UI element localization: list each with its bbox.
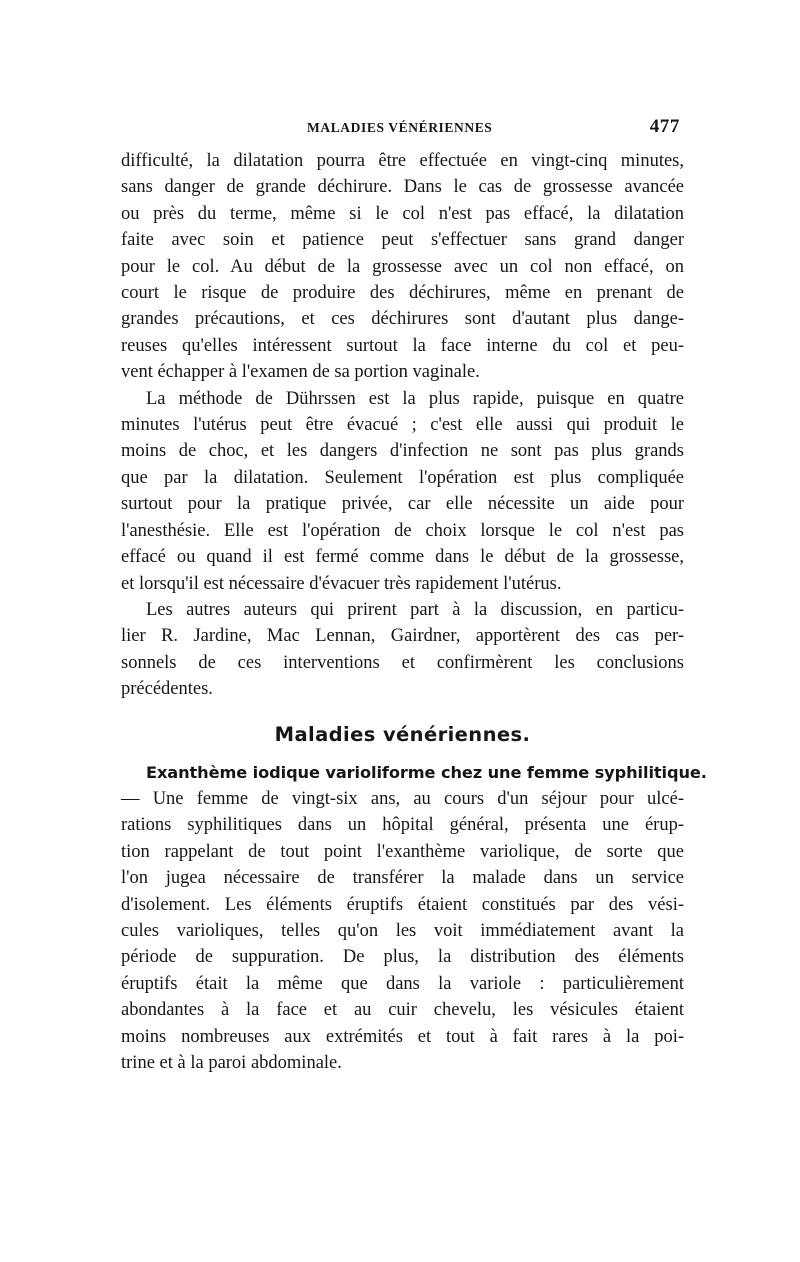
text-line: vent échapper à l'examen de sa portion vaginale. (121, 362, 480, 383)
text-line: l'on jugea nécessaire de transférer la malade dans un service (121, 868, 684, 889)
text-line: éruptifs était la même que dans la variole : particulièrement (121, 973, 684, 994)
text-line: sans danger de grande déchirure. Dans le cas de grossesse avancée (121, 177, 684, 198)
text-line: l'anesthésie. Elle est l'opération de choix lorsque le col n'est pas (121, 520, 684, 541)
text-line: trine et à la paroi abdominale. (121, 1053, 342, 1073)
paragraph-dilatation (121, 148, 684, 386)
text-line: grandes précautions, et ces déchirures sont d'autant plus dange- (121, 309, 684, 330)
text-line: ou près du terme, même si le col n'est pas effacé, la dilatation (121, 203, 684, 224)
running-head (121, 116, 684, 142)
book-page (121, 116, 707, 1076)
text-line: pour le col. Au début de la grossesse avec un col non effacé, on (121, 256, 684, 277)
section-heading: Maladies vénériennes. (274, 722, 531, 746)
text-line: et lorsqu'il est nécessaire d'évacuer très rapidement l'utérus. (121, 573, 562, 594)
text-line: Les autres auteurs qui prirent part à la discussion, en particu- (146, 599, 684, 620)
text-line: rations syphilitiques dans un hôpital général, présenta une érup- (121, 815, 684, 836)
text-line: effacé ou quand il est fermé comme dans le début de la grossesse, (121, 547, 684, 568)
body-text (121, 148, 707, 1076)
page-number: 477 (649, 116, 680, 137)
text-line: d'isolement. Les éléments éruptifs étaient constitués par des vési- (121, 894, 684, 915)
text-line: surtout pour la pratique privée, car elle nécessite un aide pour (121, 494, 684, 515)
text-line: faite avec soin et patience peut s'effectuer sans grand danger (121, 230, 684, 251)
text-line: que par la dilatation. Seulement l'opération est plus compliquée (121, 467, 684, 488)
text-line: cules varioliques, telles qu'on les voit immédiatement avant la (121, 920, 684, 941)
text-line: moins nombreuses aux extrémités et tout à fait rares à la poi- (121, 1026, 684, 1047)
subheading: Exanthème iodique varioliforme chez une femme syphilitique. (146, 762, 707, 782)
text-line: tion rappelant de tout point l'exanthème variolique, de sorte que (121, 841, 684, 862)
text-line: précédentes. (121, 679, 213, 700)
text-line: moins de choc, et les dangers d'infection ne sont pas plus grands (121, 441, 684, 462)
text-line: sonnels de ces interventions et confirmèrent les conclusions (121, 652, 684, 673)
text-line: période de suppuration. De plus, la distribution des éléments (121, 947, 684, 968)
paragraph-duhrssen (121, 386, 684, 597)
running-title: MALADIES VÉNÉRIENNES (307, 120, 493, 135)
text-line: abondantes à la face et au cuir chevelu, les vésicules étaient (121, 1000, 684, 1021)
text-line: lier R. Jardine, Mac Lennan, Gairdner, apportèrent des cas per- (121, 626, 684, 647)
text-line: La méthode de Dührssen est la plus rapide, puisque en quatre (146, 388, 684, 409)
text-line: — Une femme de vingt-six ans, au cours d'un séjour pour ulcé- (121, 788, 684, 809)
paragraph-discussion (121, 597, 684, 703)
text-line: reuses qu'elles intéressent surtout la face interne du col et peu- (121, 335, 684, 356)
paragraph-exantheme (121, 760, 707, 1077)
text-line: minutes l'utérus peut être évacué ; c'est elle aussi qui produit le (121, 415, 684, 436)
text-line: difficulté, la dilatation pourra être effectuée en vingt-cinq minutes, (121, 151, 684, 171)
text-line: court le risque de produire des déchirures, même en prenant de (121, 283, 684, 304)
